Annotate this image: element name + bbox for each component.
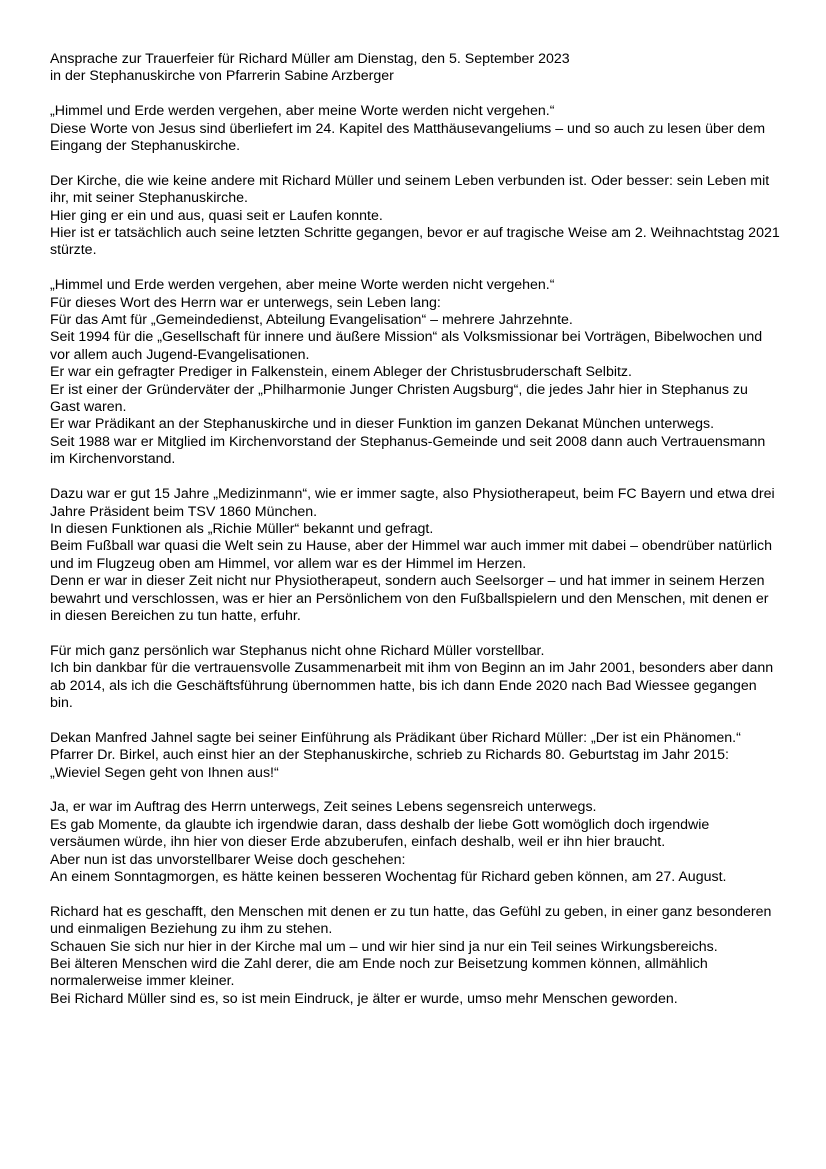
- quote-line: „Himmel und Erde werden vergehen, aber meine Worte werden nicht vergehen.“: [50, 277, 555, 294]
- text-line: Er war ein gefragter Prediger in Falkenstein, einem Ableger der Christusbruderschaft Selbitz.: [50, 364, 632, 381]
- document-title: Ansprache zur Trauerfeier für Richard Müller am Dienstag, den 5. September 2023: [50, 51, 570, 67]
- text-line: Es gab Momente, da glaubte ich irgendwie daran, dass deshalb der liebe Gott womöglich doch irgendwie versäumen würde, ihn hier von dieser Erde abzuberufen, einfach deshalb, weil er ihn hier braucht.: [50, 816, 710, 851]
- text-line: An einem Sonntagmorgen, es hätte keinen besseren Wochentag für Richard geben können, am 27. August.: [50, 868, 727, 885]
- text-line: Der Kirche, die wie keine andere mit Richard Müller und seinem Leben verbunden ist. Oder besser: sein Leben mit ihr, mit seiner Stephanuskirche.: [50, 172, 770, 207]
- text-line: Pfarrer Dr. Birkel, auch einst hier an der Stephanuskirche, schrieb zu Richards 80. Geburtstag im Jahr 2015:: [50, 747, 729, 764]
- paragraph: [50, 277, 780, 468]
- text-line: Schauen Sie sich nur hier in der Kirche mal um – und wir hier sind ja nur ein Teil seines Wirkungsbereichs.: [50, 938, 718, 955]
- text-line: Ich bin dankbar für die vertrauensvolle Zusammenarbeit mit ihm von Beginn an im Jahr 2001, besonders aber dann ab 2014, als ich die Geschäftsführung übernommen hatte, bis ich dann Ende 2020 nach Bad Wiessee gegangen bin.: [50, 660, 774, 711]
- text-line: Bei Richard Müller sind es, so ist mein Eindruck, je älter er wurde, umso mehr Menschen geworden.: [50, 990, 678, 1007]
- text-line: Seit 1994 für die „Gesellschaft für innere und äußere Mission“ als Volksmissionar bei Vorträgen, Bibelwochen und vor allem auch Jugend-Evangelisationen.: [50, 329, 763, 363]
- text-line: Aber nun ist das unvorstellbarer Weise doch geschehen:: [50, 851, 406, 868]
- text-line: Beim Fußball war quasi die Welt sein zu Hause, aber der Himmel war auch immer mit dabei – obendrüber natürlich und im Flugzeug oben am Himmel, vor allem war es der Himmel im Herzen.: [50, 538, 773, 572]
- text-line: Für dieses Wort des Herrn war er unterwegs, sein Leben lang:: [50, 294, 441, 311]
- document-subtitle: in der Stephanuskirche von Pfarrerin Sabine Arzberger: [50, 68, 394, 85]
- text-line: Richard hat es geschafft, den Menschen mit denen er zu tun hatte, das Gefühl zu geben, in einer ganz besonderen und einmaligen Beziehung zu ihm zu stehen.: [50, 903, 772, 938]
- text-line: Für mich ganz persönlich war Stephanus nicht ohne Richard Müller vorstellbar.: [50, 642, 545, 659]
- text-line: Denn er war in dieser Zeit nicht nur Physiotherapeut, sondern auch Seelsorger – und hat immer in seinem Herzen bewahrt und verschlossen, was er hier an Persönlichem von den Fußballspielern und den Menschen, mit denen er in diesen Bereichen zu tun hatte, erfuhr.: [50, 573, 769, 624]
- text-line: Seit 1988 war er Mitglied im Kirchenvorstand der Stephanus-Gemeinde und seit 2008 dann auch Vertrauensmann im Kirchenvorstand.: [50, 433, 766, 468]
- paragraph: [50, 643, 780, 713]
- paragraph: [50, 173, 780, 260]
- paragraph: [50, 904, 780, 1008]
- quote-line: „Wieviel Segen geht von Ihnen aus!“: [50, 764, 279, 781]
- text-line: Diese Worte von Jesus sind überliefert im 24. Kapitel des Matthäusevangeliums – und so auch zu lesen über dem Eingang der Stephanuskirche.: [50, 120, 766, 155]
- text-line: Bei älteren Menschen wird die Zahl derer, die am Ende noch zur Beisetzung kommen können, allmählich normalerweise immer kleiner.: [50, 956, 708, 990]
- text-line: Hier ging er ein und aus, quasi seit er Laufen konnte.: [50, 207, 383, 224]
- paragraph-heading: [50, 51, 780, 86]
- paragraph: [50, 486, 780, 625]
- text-line: Er war Prädikant an der Stephanuskirche und in dieser Funktion im ganzen Dekanat München unterwegs.: [50, 416, 715, 433]
- text-line: Für das Amt für „Gemeindedienst, Abteilung Evangelisation“ – mehrere Jahrzehnte.: [50, 312, 573, 329]
- text-line: Ja, er war im Auftrag des Herrn unterwegs, Zeit seines Lebens segensreich unterwegs.: [50, 799, 597, 816]
- quote-line: „Himmel und Erde werden vergehen, aber meine Worte werden nicht vergehen.“: [50, 103, 555, 120]
- text-line: Dazu war er gut 15 Jahre „Medizinmann“, wie er immer sagte, also Physiotherapeut, beim FC Bayern und etwa drei Jahre Präsident beim TSV 1860 München.: [50, 486, 775, 520]
- paragraph: [50, 799, 780, 886]
- text-line: Dekan Manfred Jahnel sagte bei seiner Einführung als Prädikant über Richard Müller: „Der ist ein Phänomen.“: [50, 729, 741, 746]
- text-line: Hier ist er tatsächlich auch seine letzten Schritte gegangen, bevor er auf tragische Weise am 2. Weihnachtstag 2021 stürzte.: [50, 225, 780, 259]
- document-page: [50, 51, 780, 1026]
- paragraph: [50, 103, 780, 155]
- text-line: In diesen Funktionen als „Richie Müller“ bekannt und gefragt.: [50, 520, 434, 537]
- text-line: Er ist einer der Gründerväter der „Philharmonie Junger Christen Augsburg“, die jedes Jahr hier in Stephanus zu Gast waren.: [50, 381, 748, 416]
- paragraph: [50, 730, 780, 782]
